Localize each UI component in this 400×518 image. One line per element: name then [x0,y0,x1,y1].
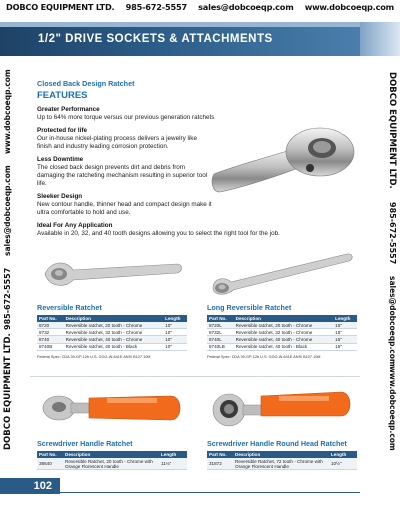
section-divider [30,376,360,377]
long-reversible-ratchet-image [207,248,357,296]
spec-table-header [37,451,187,458]
feature-text: New contour handle, thinner head and compact design make it ultra comfortable to hold and use. [37,201,212,216]
table-row [37,322,187,329]
spec-table-header [37,315,187,322]
column-header: Part No. [37,315,64,322]
title-band-tail [360,22,400,56]
feature-text: Available in 20, 32, and 40 tooth designs allowing you to select the right tool for the job. [37,230,280,237]
column-header: Part No. [37,451,63,458]
column-header: Part No. [207,451,233,458]
feature-title: Greater Performance [37,106,100,113]
part-number: 8732L [207,329,234,336]
part-length: 15" [333,343,357,350]
closed-back-ratchet-image [210,118,360,198]
part-description: Reversible ratchet, 32 tooth - Chrome [64,329,163,336]
column-header: Description [63,451,159,458]
feature-text: Our in-house nickel-plating process delivers a jewelry like finish and industry leading corrosion protection. [37,135,197,150]
federal-spec: Federal Spec: CDA 39-GP-12b U.S. GGG-W-641E ANSI B107.10M [37,354,151,359]
screwdriver-handle-ratchet-image [37,384,187,432]
part-number: 8720 [37,322,64,329]
table-row [37,336,187,343]
federal-spec: Federal Spec: CDA 39-GP-12b U.S. GGG-W-641E ANSI B107.10M [207,354,321,359]
table-row [207,343,357,350]
part-description: Reversible ratchet, 40 tooth - Chrome [234,336,333,343]
column-header: Part No. [207,315,234,322]
part-description: Reversible ratchet, 32 tooth - Chrome [234,329,333,336]
part-description: Reversible ratchet, 40 tooth - Chrome [64,336,163,343]
bottom-rule [60,492,360,493]
spec-table-header [207,315,357,322]
part-number: 8732 [37,329,64,336]
feature-title: Protected for life [37,127,88,134]
side-left-contact [0,58,20,498]
features-subtitle: Closed Back Design Ratchet [37,79,135,88]
product-long-reversible-ratchet [207,248,357,359]
table-row [207,329,357,336]
part-number: 8740L [207,336,234,343]
email-address[interactable]: sales@dobcoeqp.com [198,2,294,12]
product-name: Reversible Ratchet [37,303,102,312]
column-header: Length [329,451,357,458]
feature-title: Less Downtime [37,156,84,163]
table-row [37,329,187,336]
spec-table [207,315,357,351]
round-head-ratchet-image [207,384,357,432]
product-screwdriver-handle-round-head-ratchet [207,384,357,470]
part-length: 10" [163,329,187,336]
side-left-email[interactable]: sales@dobcoeqp.com [3,165,12,256]
side-left-website[interactable]: www.dobcoeqp.com [3,69,12,154]
feature-title: Ideal For Any Application [37,222,113,229]
product-reversible-ratchet [37,248,187,359]
column-header: Description [64,315,163,322]
features-heading: FEATURES [37,90,88,101]
website-link[interactable]: www.dobcoeqp.com [304,2,394,12]
part-length: 10" [163,336,187,343]
side-left-company: DOBCO EQUIPMENT LTD. [3,333,13,450]
company-name: DOBCO EQUIPMENT LTD. [6,2,115,12]
part-length: 15" [333,322,357,329]
column-header: Length [333,315,357,322]
side-right-company: DOBCO EQUIPMENT LTD. [387,72,397,189]
feature-item [37,222,357,238]
top-contact-bar [0,0,400,14]
part-description: Reversible ratchet, 40 tooth - Black [64,343,163,350]
part-number: 38640 [37,458,63,470]
page-title: 1/2" DRIVE SOCKETS & ATTACHMENTS [38,33,273,45]
part-number: 31872 [207,458,233,470]
side-right-phone[interactable]: 985-672-5557 [388,202,397,265]
part-number: 8740 [37,336,64,343]
product-name: Screwdriver Handle Ratchet [37,439,133,448]
side-right-website[interactable]: www.dobcoeqp.com [388,366,397,451]
part-description: Reversible Ratchet, 72 tooth - Chrome with Orange Florescent Handle [233,458,329,470]
part-length: 15" [333,329,357,336]
title-band [0,22,360,56]
product-screwdriver-handle-ratchet [37,384,187,470]
part-length: 10½" [329,458,357,470]
spec-table [37,315,187,351]
table-row [37,458,187,470]
part-description: Reversible ratchet, 40 tooth - Black [234,343,333,350]
table-row [207,336,357,343]
side-left-phone[interactable]: 985-672-5557 [3,267,12,330]
column-header: Description [234,315,333,322]
phone-number[interactable]: 985-672-5557 [125,2,187,12]
feature-text: The closed back design prevents dirt and debris from damaging the ratcheting mechanism resulting in superior tool life. [37,164,208,187]
part-length: 15" [333,336,357,343]
part-number: 8720L [207,322,234,329]
part-description: Reversible ratchet, 20 tooth - Chrome [234,322,333,329]
product-name: Screwdriver Handle Round Head Ratchet [207,439,347,448]
feature-text: Up to 64% more torque versus our previous generation ratchets [37,114,215,121]
title-stripe [0,22,360,27]
part-number: 8740B [37,343,64,350]
part-length: 11⅛" [159,458,187,470]
side-right-email[interactable]: sales@dobcoeqp.com [388,276,397,367]
reversible-ratchet-image [37,248,187,296]
column-header: Length [163,315,187,322]
part-number: 8740LB [207,343,234,350]
table-row [207,322,357,329]
feature-title: Sleeker Design [37,193,83,200]
spec-table [207,451,357,470]
spec-table-header [207,451,357,458]
part-length: 10" [163,322,187,329]
product-name: Long Reversible Ratchet [207,303,292,312]
part-description: Reversible ratchet, 20 tooth - Chrome [64,322,163,329]
part-length: 10" [163,343,187,350]
spec-table [37,451,187,470]
column-header: Length [159,451,187,458]
column-header: Description [233,451,329,458]
table-row [207,458,357,470]
page-number: 102 [0,478,60,494]
part-description: Reversible Ratchet, 20 tooth - Chrome with Orange Florescent Handle [63,458,159,470]
side-right-contact [380,58,400,498]
table-row [37,343,187,350]
